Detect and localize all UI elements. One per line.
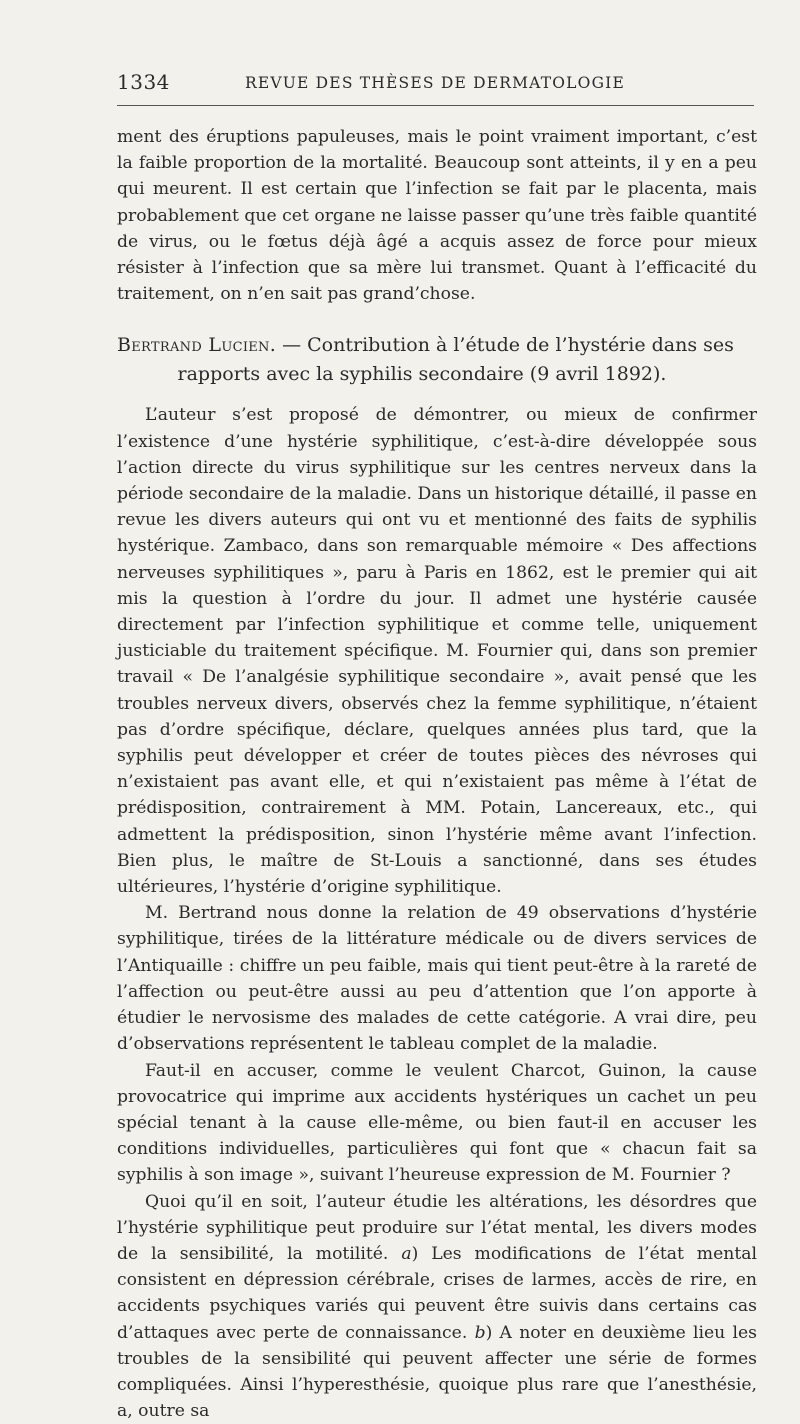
paragraph-alterations-part-2: ) Les modifications de l’état mental consistent en dépression cérébrale, crises de larmes, accès de rire, en accidents psychiques variés qui peuvent être suivis dans certains cas d’attaques avec perte de connaissance.: [117, 1243, 757, 1343]
paragraph-alterations-part-3: ) A noter en deuxième lieu les troubles de la sensibilité qui peuvent affecter une série de formes compliquées. Ainsi l’hyperesthésie, quoique plus rare que l’anesthésie, a, outre sa: [117, 1322, 757, 1422]
paragraph-question: Faut-il en accuser, comme le veulent Charcot, Guinon, la cause provocatrice qui imprime aux accidents hystériques un cachet un peu spécial tenant à la cause elle-même, ou bien faut-il en accuser les conditions individuelles, particulières qui font que « chacun fait sa syphilis à son image », suivant l’heureuse expression de M. Fournier ?: [117, 1060, 757, 1186]
list-marker-b: b: [474, 1322, 486, 1343]
paragraph-intro: L’auteur s’est proposé de démontrer, ou mieux de confirmer l’existence d’une hystérie syphilitique, c’est-à-dire développée sous l’action directe du virus syphilitique sur les centres nerveux dans la période secondaire de la maladie. Dans un historique détaillé, il passe en revue les divers auteurs qui ont vu et mentionné des faits de syphilis hystérique. Zambaco, dans son remarquable mémoire « Des affections nerveuses syphilitiques », paru à Paris en 1862, est le premier qui ait mis la question à l’ordre du jour. Il admet une hystérie causée directement par l’infection syphilitique et comme telle, uniquement justiciable du traitement spécifique. M. Fournier qui, dans son premier travail « De l’analgésie syphilitique secondaire », avait pensé que les troubles nerveux divers, observés chez la femme syphilitique, n’étaient pas d’ordre spécifique, déclare, quelques années plus tard, que la syphilis peut développer et créer de toutes pièces des névroses qui n’existaient pas avant elle, et qui n’existaient pas même à l’état de prédisposition, contrairement à MM. Potain, Lancereaux, etc., qui admettent la prédisposition, sinon l’hystérie même avant l’infection. Bien plus, le maître de St-Louis a sanctionné, dans ses études ultérieures, l’hystérie d’origine syphilitique.: [117, 405, 757, 898]
running-title: REVUE DES THÈSES DE DERMATOLOGIE: [245, 74, 625, 92]
header-rule: [117, 105, 754, 106]
entry-author: Bertrand Lucien.: [117, 334, 277, 357]
paragraph-continuation: ment des éruptions papuleuses, mais le point vraiment important, c’est la faible proportion de la mortalité. Beaucoup sont atteints, il y en a peu qui meurent. Il est certain que l’infection se fait par le placenta, mais probablement que cet organe ne laisse passer qu’une très faible quantité de virus, ou le fœtus déjà âgé a acquis assez de force pour mieux résister à l’infection que sa mère lui transmet. Quant à l’efficacité du traitement, on n’en sait pas grand’chose.: [117, 127, 757, 305]
entry-title-line-2: rapports avec la syphilis secondaire (9 avril 1892).: [177, 363, 667, 386]
list-marker-a: a: [401, 1243, 412, 1264]
body-text: [117, 124, 757, 1424]
entry-title-line-1: — Contribution à l’étude de l’hystérie dans ses: [276, 334, 734, 357]
page-number: 1334: [117, 70, 170, 94]
paragraph-alterations-part-1: Quoi qu’il en soit, l’auteur étudie les altérations, les désordres que l’hystérie syphilitique peut produire sur l’état mental, les divers modes de la sensibilité, la motilité.: [117, 1191, 757, 1264]
paragraph-alterations: [117, 1189, 757, 1424]
page-header: [117, 70, 752, 100]
entry-heading: [117, 331, 757, 389]
paragraph-observations: M. Bertrand nous donne la relation de 49 observations d’hystérie syphilitique, tirées de la littérature médicale ou de divers services de l’Antiquaille : chiffre un peu faible, mais qui tient peut-être à la rareté de l’affection ou peut-être aussi au peu d’attention que l’on apporte à étudier le nervosisme des malades de cette catégorie. A vrai dire, peu d’observations représentent le tableau complet de la maladie.: [117, 903, 757, 1055]
